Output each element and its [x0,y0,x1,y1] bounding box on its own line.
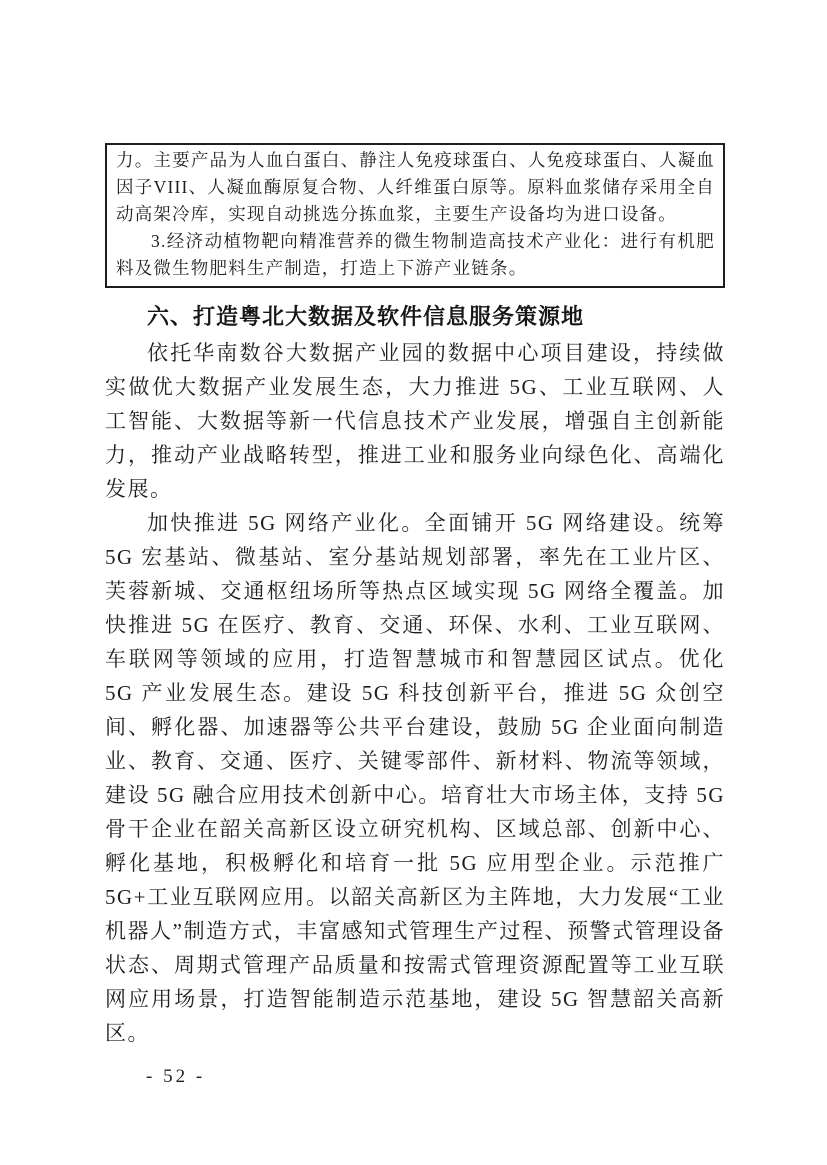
notice-box-paragraph-continuation: 力。主要产品为人血白蛋白、静注人免疫球蛋白、人免疫球蛋白、人凝血因子VIII、人凝血酶原复合物、人纤维蛋白原等。原料血浆储存采用全自动高架冷库，实现自动挑选分拣血浆，主要生产设备均为进口设备。 [116,150,715,224]
body-paragraph-intro: 依托华南数谷大数据产业园的数据中心项目建设，持续做实做优大数据产业发展生态，大力推进 5G、工业互联网、人工智能、大数据等新一代信息技术产业发展，增强自主创新能力，推动产业战略转型，推进工业和服务业向绿色化、高端化发展。 [105,341,725,501]
body-paragraph-5g-industry: 加快推进 5G 网络产业化。全面铺开 5G 网络建设。统筹 5G 宏基站、微基站、室分基站规划部署，率先在工业片区、芙蓉新城、交通枢纽场所等热点区域实现 5G 网络全覆盖。加快推进 5G 在医疗、教育、交通、环保、水利、工业互联网、车联网等领域的应用，打造智慧城市和智慧园区试点。优化 5G 产业发展生态。建设 5G 科技创新平台，推进 5G 众创空间、孵化器、加速器等公共平台建设，鼓励 5G 企业面向制造业、教育、交通、医疗、关键零部件、新材料、物流等领域，建设 5G 融合应用技术创新中心。培育壮大市场主体，支持 5G 骨干企业在韶关高新区设立研究机构、区域总部、创新中心、孵化基地，积极孵化和培育一批 5G 应用型企业。示范推广 5G+工业互联网应用。以韶关高新区为主阵地，大力发展“工业机器人”制造方式，丰富感知式管理生产过程、预警式管理设备状态、周期式管理产品质量和按需式管理资源配置等工业互联网应用场景，打造智能制造示范基地，建设 5G 智慧韶关高新区。 [105,511,725,1045]
notice-box-paragraph-item3: 3.经济动植物靶向精准营养的微生物制造高技术产业化：进行有机肥料及微生物肥料生产制造，打造上下游产业链条。 [116,231,715,278]
page-number: - 52 - [146,1066,206,1087]
section-heading: 六、打造粤北大数据及软件信息服务策源地 [147,304,585,329]
page-content [105,143,725,1050]
notice-box [105,143,725,288]
